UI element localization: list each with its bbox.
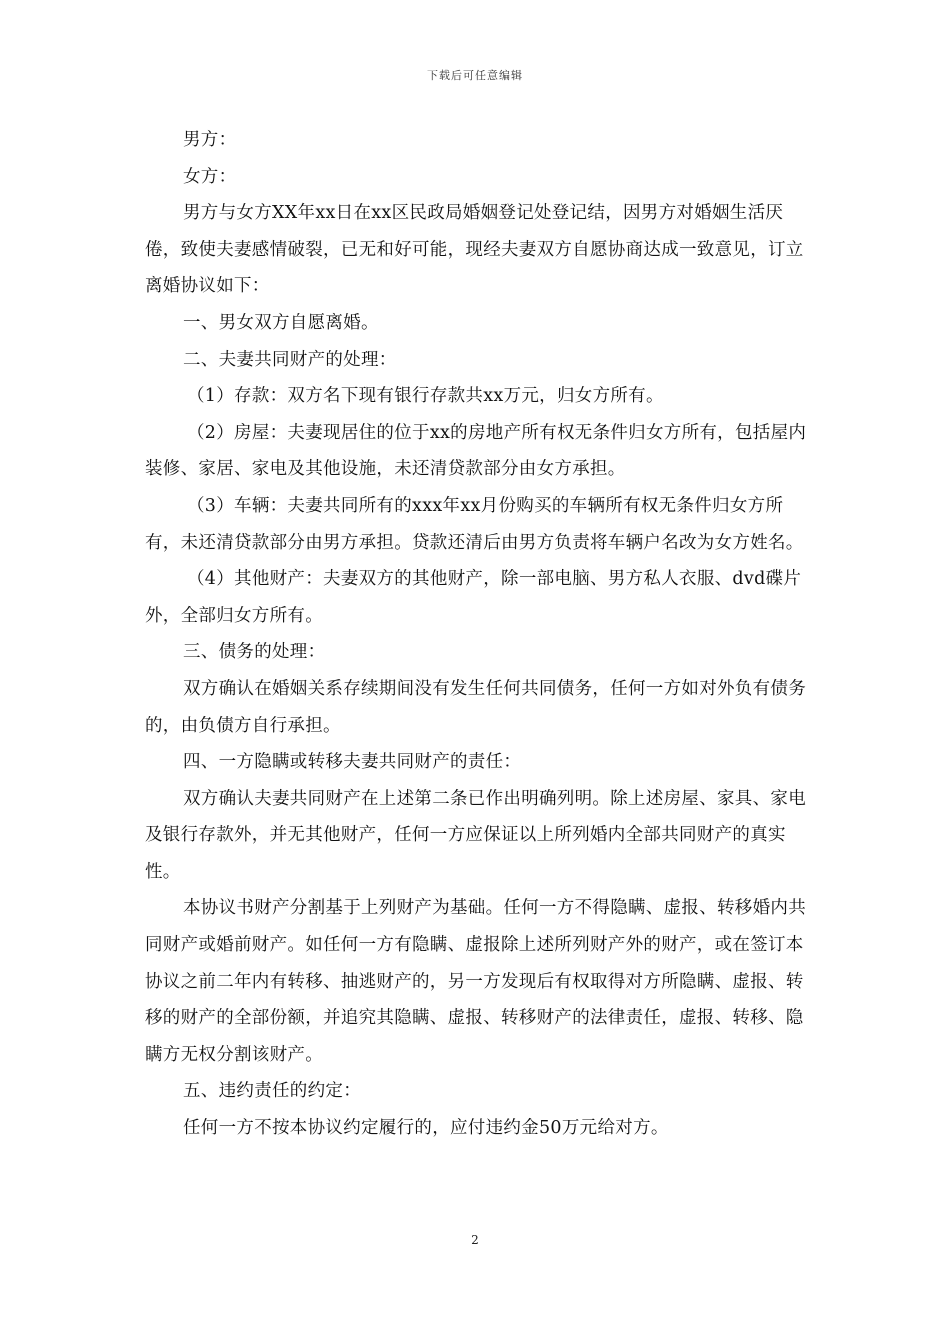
intro-paragraph: 男方与女方XX年xx日在xx区民政局婚姻登记处登记结，因男方对婚姻生活厌倦，致使夫妻感情破裂，已无和好可能，现经夫妻双方自愿协商达成一致意见，订立离婚协议如下：: [145, 203, 804, 297]
clause-4-body-1: 双方确认夫妻共同财产在上述第二条已作出明确列明。除上述房屋、家具、家电及银行存款外，并无其他财产，任何一方应保证以上所列婚内全部共同财产的真实性。: [145, 788, 806, 882]
clause-3-body: 双方确认在婚姻关系存续期间没有发生任何共同债务，任何一方如对外负有债务的，由负债方自行承担。: [145, 678, 806, 736]
clause-3-heading: 三、债务的处理：: [183, 642, 326, 663]
clause-2-item-1: （1）存款：双方名下现有银行存款共xx万元，归女方所有。: [187, 386, 664, 407]
document-body: [145, 122, 807, 1147]
page-header: 下载后可任意编辑: [427, 69, 523, 82]
clause-1-heading: 一、男女双方自愿离婚。: [183, 312, 379, 333]
clause-5-body: 任何一方不按本协议约定履行的，应付违约金50万元给对方。: [183, 1118, 669, 1139]
clause-4-heading: 四、一方隐瞒或转移夫妻共同财产的责任：: [183, 752, 522, 773]
clause-2-heading: 二、夫妻共同财产的处理：: [183, 349, 397, 370]
clause-2-item-4: （4）其他财产：夫妻双方的其他财产，除一部电脑、男方私人衣服、dvd碟片外，全部归女方所有。: [145, 569, 802, 626]
clause-2-item-2: （2）房屋：夫妻现居住的位于xx的房地产所有权无条件归女方所有，包括屋内装修、家居、家电及其他设施，未还清贷款部分由女方承担。: [145, 422, 807, 480]
clause-5-heading: 五、违约责任的约定：: [183, 1081, 361, 1102]
party-female-line: 女方：: [183, 166, 237, 187]
clause-2-item-3: （3）车辆：夫妻共同所有的xxx年xx月份购买的车辆所有权无条件归女方所有，未还清贷款部分由男方承担。贷款还清后由男方负责将车辆户名改为女方姓名。: [145, 495, 804, 553]
page-number: 2: [471, 1233, 479, 1247]
clause-4-body-2: 本协议书财产分割基于上列财产为基础。任何一方不得隐瞒、虚报、转移婚内共同财产或婚前财产。如任何一方有隐瞒、虚报除上述所列财产外的财产，或在签订本协议之前二年内有转移、抽逃财产的，另一方发现后有权取得对方所隐瞒、虚报、转移的财产的全部份额，并追究其隐瞒、虚报、转移财产的法律责任，虚报、转移、隐瞒方无权分割该财产。: [145, 898, 806, 1065]
party-male-line: 男方：: [183, 130, 237, 150]
